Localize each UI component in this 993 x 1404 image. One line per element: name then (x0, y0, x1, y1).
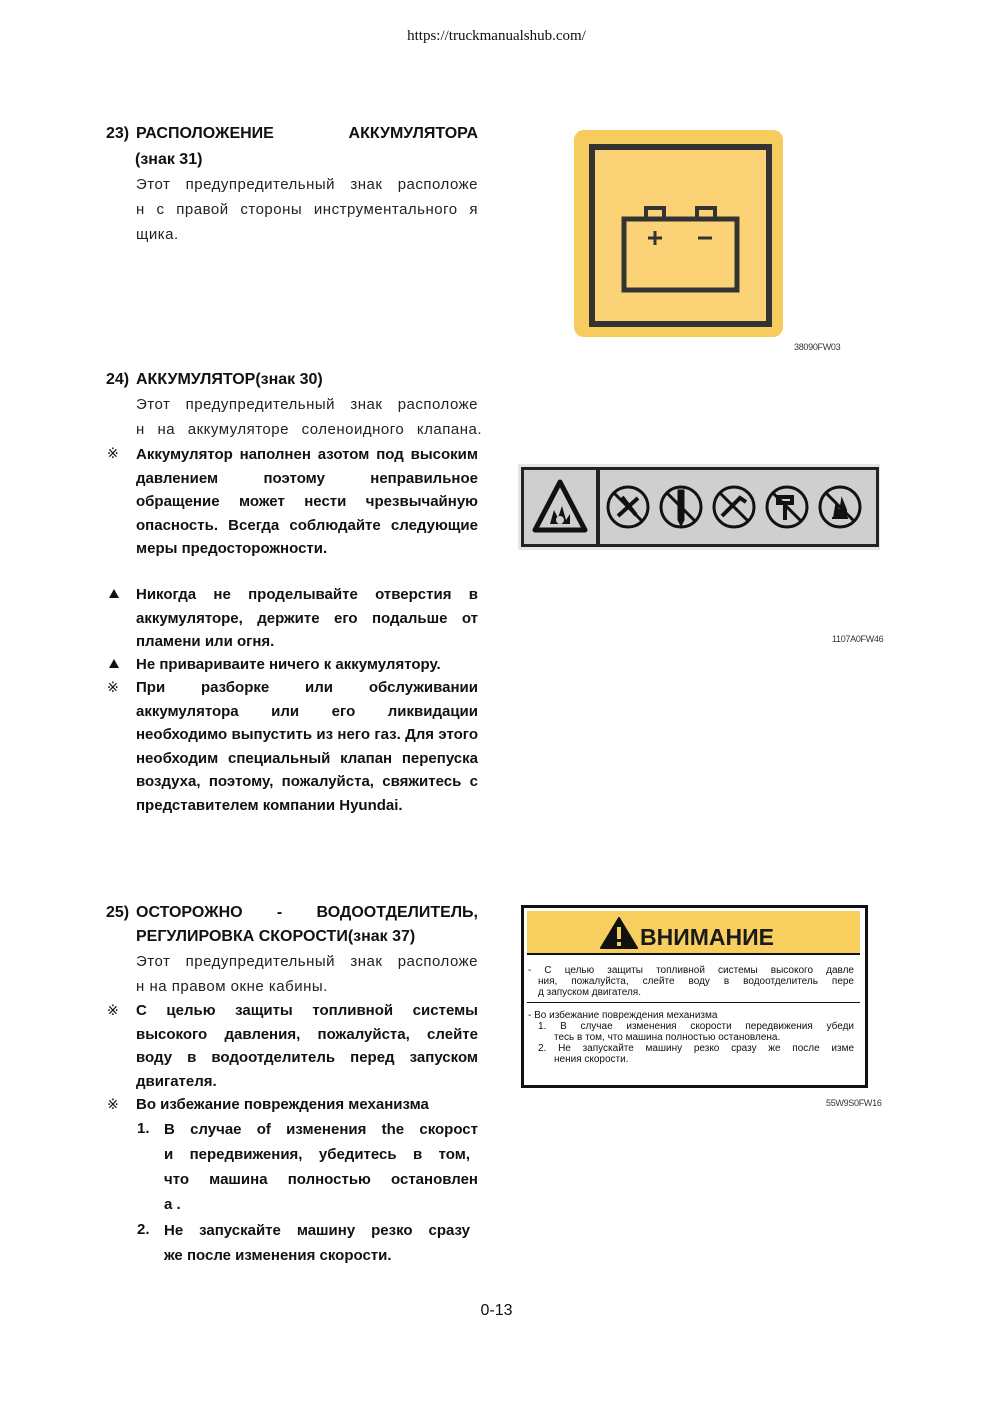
section-23-title-word1: РАСПОЛОЖЕНИЕ (136, 125, 274, 142)
section-24-title: АККУМУЛЯТОР(знак 30) (136, 371, 323, 388)
section-25-title-dash: - (276, 904, 283, 921)
page-number: 0-13 (480, 1302, 513, 1319)
note-mark-icon: ※ (107, 1096, 119, 1112)
explosion-warning-icon (524, 470, 596, 544)
section-23-heading (106, 122, 478, 146)
caution-label-title: ВНИМАНИЕ (640, 924, 775, 950)
section-23-title-line2: (знак 31) (135, 151, 203, 168)
list-item-2-number: 2. (137, 1221, 150, 1238)
note-mark-icon: ※ (107, 679, 119, 695)
section-25-note2: Во избежание повреждения механизма (136, 1096, 429, 1113)
section-25-title-word1: ОСТОРОЖНО (136, 904, 243, 921)
section-23-number: 23) (106, 125, 130, 142)
list-item-1-line2: и передвижения, убедитесь в том, (164, 1146, 470, 1163)
prohibition-icons (600, 470, 876, 544)
caution-label-paragraph1 (528, 965, 854, 998)
section-25-number: 25) (106, 904, 130, 921)
section-23-line2: н с правой стороны инструментального я (136, 201, 478, 218)
section-25-line2: н на правом окне кабины. (136, 978, 328, 995)
caution-label-p2-line3: тесь в том, что машина полностью остановлена. (554, 1032, 781, 1043)
section-25-note1: С целью защиты топливной системы высокого давления, пожалуйста, слейте воду в водоотделитель перед запуском двигателя. (136, 1002, 478, 1090)
list-item-1-number: 1. (137, 1120, 150, 1137)
figure-code-23: 38090FW03 (794, 342, 841, 352)
section-24-warning2: Не привариваите ничего к аккумулятору. (136, 656, 441, 673)
list-item-1-line3: что машина полностью остановлен (164, 1171, 478, 1188)
list-item-2 (164, 1218, 470, 1268)
section-24-line1: Этот предупредительный знак расположе (136, 396, 478, 413)
caution-label-p1-line1: - С целью защиты топливной системы высокого давле (528, 965, 854, 976)
caution-label-p2-line4: 2. Не запускайте машину резко сразу же после изме (538, 1043, 854, 1054)
list-item-1 (164, 1117, 478, 1217)
list-item-1-line1: В случае of изменения the скорост (164, 1121, 478, 1138)
section-24-warning1: Никогда не проделывайте отверстия в аккумуляторе, держите его подальше от пламени или огня. (136, 586, 478, 650)
battery-location-sign (574, 130, 783, 337)
section-25-line1: Этот предупредительный знак расположе (136, 953, 478, 970)
note-mark-icon: ※ (107, 445, 119, 461)
caution-label-header (527, 911, 860, 955)
list-item-2-line2: же после изменения скорости. (164, 1247, 392, 1264)
section-25-text (136, 949, 478, 999)
caution-label-p1-line2: ния, пожалуйста, слейте воду в водоотделитель пере (538, 976, 854, 987)
warning-triangle-icon (109, 589, 119, 598)
section-23-text (136, 172, 478, 247)
warning-triangle-icon (109, 659, 119, 668)
note-mark-icon: ※ (107, 1002, 119, 1018)
battery-icon (595, 150, 766, 321)
caution-label-divider (527, 1002, 860, 1003)
list-item-1-line4: а . (164, 1196, 181, 1213)
warning-triangle-icon (599, 916, 639, 950)
figure-code-24: 1107A0FW46 (832, 634, 884, 644)
section-24-note2: При разборке или обслуживании аккумулятора или его ликвидации необходимо выпустить из него газ. Для этого необходим специальный клапан перепуска воздуха, поэтому, пожалуйста, свяжитесь с представителем компании Hyundai. (136, 679, 478, 814)
section-25-title-word2: ВОДООТДЕЛИТЕЛЬ, (316, 904, 478, 921)
section-24-note1: Аккумулятор наполнен азотом под высоким давлением поэтому неправильное обращение может нести чрезвычайную опасность. Всегда соблюдайте следующие меры предосторожности. (136, 446, 478, 557)
section-25-heading (106, 901, 478, 925)
caution-label-p2-line1: - Во избежание повреждения механизма (528, 1010, 718, 1021)
source-url[interactable]: https://truckmanualshub.com/ (407, 28, 586, 44)
section-24-text (136, 392, 482, 442)
pictogram-frame (521, 467, 879, 547)
section-24-heading (106, 368, 323, 392)
caution-label-p2-line5: нения скорости. (554, 1054, 629, 1065)
list-item-2-line1: Не запускайте машину резко сразу (164, 1222, 470, 1239)
section-24-line2: н на аккумуляторе соленоидного клапана. (136, 421, 482, 438)
figure-code-25: 55W9S0FW16 (826, 1098, 882, 1108)
section-23-title-word2: АККУМУЛЯТОРА (348, 125, 478, 142)
section-24-number: 24) (106, 371, 130, 388)
caution-label (521, 905, 868, 1088)
sign-frame (589, 144, 772, 327)
accumulator-pictogram-strip (518, 464, 880, 550)
section-23-line3: щика. (136, 226, 179, 243)
section-25-title-line2: РЕГУЛИРОВКА СКОРОСТИ(знак 37) (136, 928, 416, 945)
caution-label-p2-line2: 1. В случае изменения скорости передвижения убеди (538, 1021, 854, 1032)
section-23-line1: Этот предупредительный знак расположе (136, 176, 478, 193)
caution-label-p1-line3: д запуском двигателя. (538, 987, 641, 998)
caution-label-paragraph2 (528, 1010, 854, 1065)
